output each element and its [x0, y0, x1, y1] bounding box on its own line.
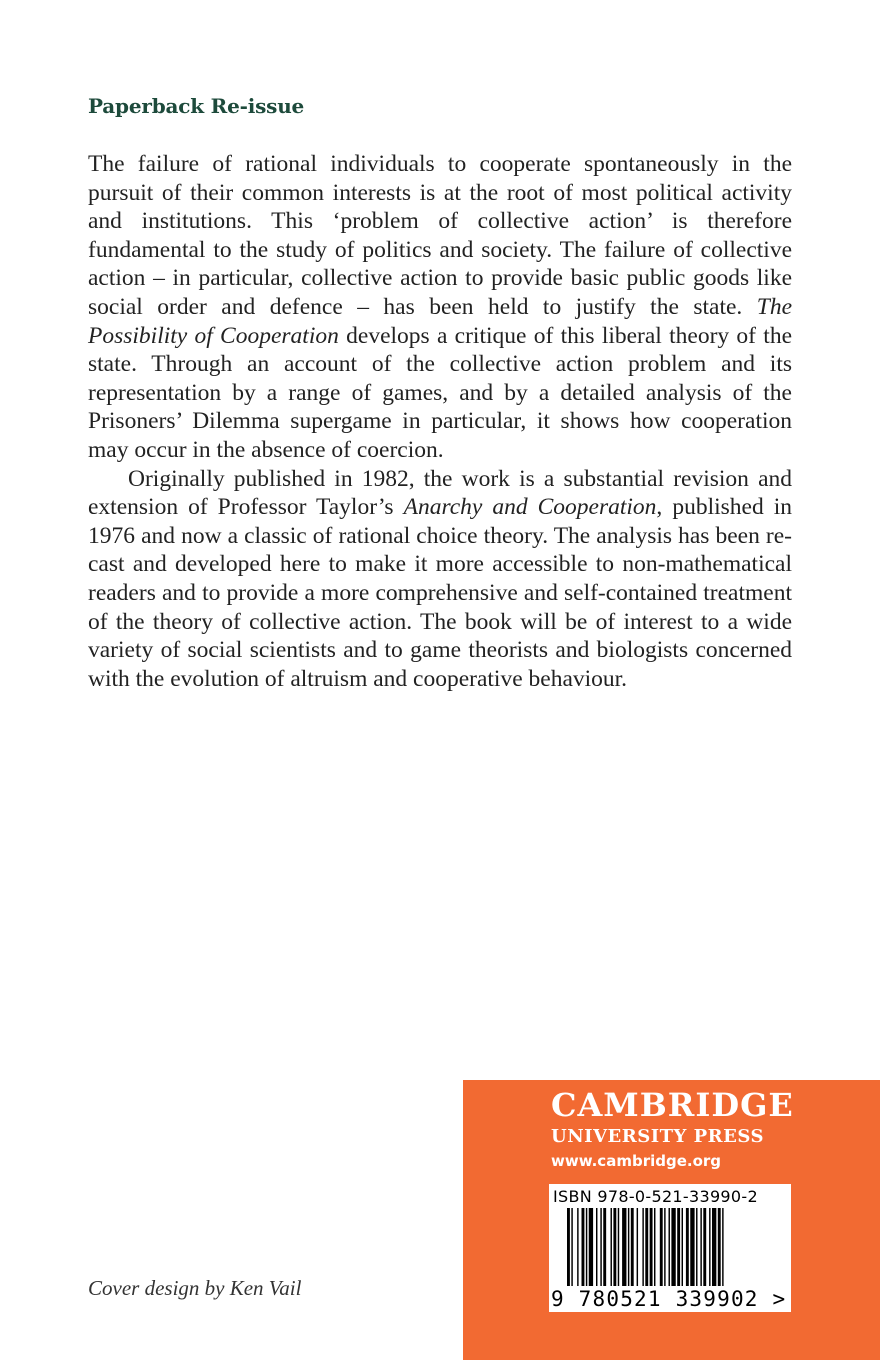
- barcode-bar: [600, 1208, 601, 1286]
- barcode-bar: [571, 1208, 572, 1286]
- cover-design-credit: Cover design by Ken Vail: [88, 1276, 302, 1300]
- barcode-bar: [664, 1208, 665, 1286]
- barcode-bar: [660, 1208, 663, 1286]
- publisher-name: CAMBRIDGE: [551, 1086, 794, 1124]
- blurb-p1-text-b: develops a critique of this liberal theory of the state. Through an account of the collective action problem and its representation by a range of games, and by a detailed analysis of the Prisoners’ Dilemma supergame in particular, it shows how cooperation may occur in the absence of coercion.: [88, 322, 792, 463]
- publisher-subtitle: UNIVERSITY PRESS: [551, 1126, 764, 1147]
- barcode-bar: [637, 1208, 638, 1286]
- publisher-panel: [463, 1080, 880, 1360]
- blurb-text: [88, 150, 792, 693]
- barcode-bar: [589, 1208, 593, 1286]
- barcode-bar: [611, 1208, 612, 1286]
- barcode-bar: [650, 1208, 653, 1286]
- barcode-bar: [722, 1208, 723, 1286]
- barcode-bar: [686, 1208, 689, 1286]
- barcode-icon: [567, 1208, 777, 1286]
- barcode-bar: [677, 1208, 680, 1286]
- barcode-bar: [696, 1208, 697, 1286]
- barcode-bar: [582, 1208, 585, 1286]
- barcode-bar: [645, 1208, 648, 1286]
- blurb-p2-text-a: Originally published in 1982, the work is a substantial revision and extension of Professor Taylor’s: [88, 465, 792, 521]
- blurb-p2-text-b: , published in 1976 and now a classic of rational choice theory. The analysis has been re-cast and developed here to make it more accessible to non-mathematical readers and to provide a more comprehensive and self-contained treatment of the theory of collective action. The book will be of interest to a wide variety of social scientists and to game theorists and biologists concerned with the evolution of altruism and cooperative behaviour.: [88, 494, 792, 692]
- barcode-digits: 9 780521 339902 >: [551, 1287, 787, 1311]
- barcode-bar: [718, 1208, 721, 1286]
- barcode-bar: [671, 1208, 675, 1286]
- barcode-bar: [703, 1208, 706, 1286]
- barcode-bar: [682, 1208, 683, 1286]
- barcode-bar: [622, 1208, 626, 1286]
- barcode-bar: [642, 1208, 643, 1286]
- earlier-title-ref: Anarchy and Cooperation: [403, 494, 657, 521]
- isbn-number: ISBN 978-0-521-33990-2: [553, 1187, 758, 1206]
- blurb-paragraph-1: [88, 150, 792, 465]
- blurb-paragraph-2: [88, 465, 792, 694]
- barcode-bar: [618, 1208, 619, 1286]
- blurb-p1-text-a: The failure of rational individuals to cooperate spontaneously in the pursuit of their common interests is at the root of most political activity and institutions. This ‘problem of collective action’ is therefore fundamental to the study of politics and society. The failure of collective action – in particular, collective action to provide basic public goods like social order and defence – has been held to justify the state.: [88, 151, 792, 320]
- barcode-bar: [613, 1208, 616, 1286]
- barcode-bar: [567, 1208, 570, 1286]
- barcode-label: [549, 1184, 791, 1312]
- barcode-bar: [669, 1208, 670, 1286]
- barcode-bar: [712, 1208, 716, 1286]
- publisher-url: www.cambridge.org: [551, 1152, 722, 1170]
- section-heading: Paperback Re-issue: [88, 94, 305, 118]
- barcode-bar: [628, 1208, 629, 1286]
- barcode-bar: [586, 1208, 587, 1286]
- book-title-ref: The Possibility of Cooperation: [88, 293, 792, 349]
- barcode-bar: [709, 1208, 710, 1286]
- barcode-bar: [700, 1208, 701, 1286]
- barcode-bar: [596, 1208, 597, 1286]
- barcode-bar: [690, 1208, 694, 1286]
- barcode-bar: [577, 1208, 578, 1286]
- barcode-bar: [654, 1208, 655, 1286]
- barcode-bar: [603, 1208, 606, 1286]
- barcode-bar: [631, 1208, 634, 1286]
